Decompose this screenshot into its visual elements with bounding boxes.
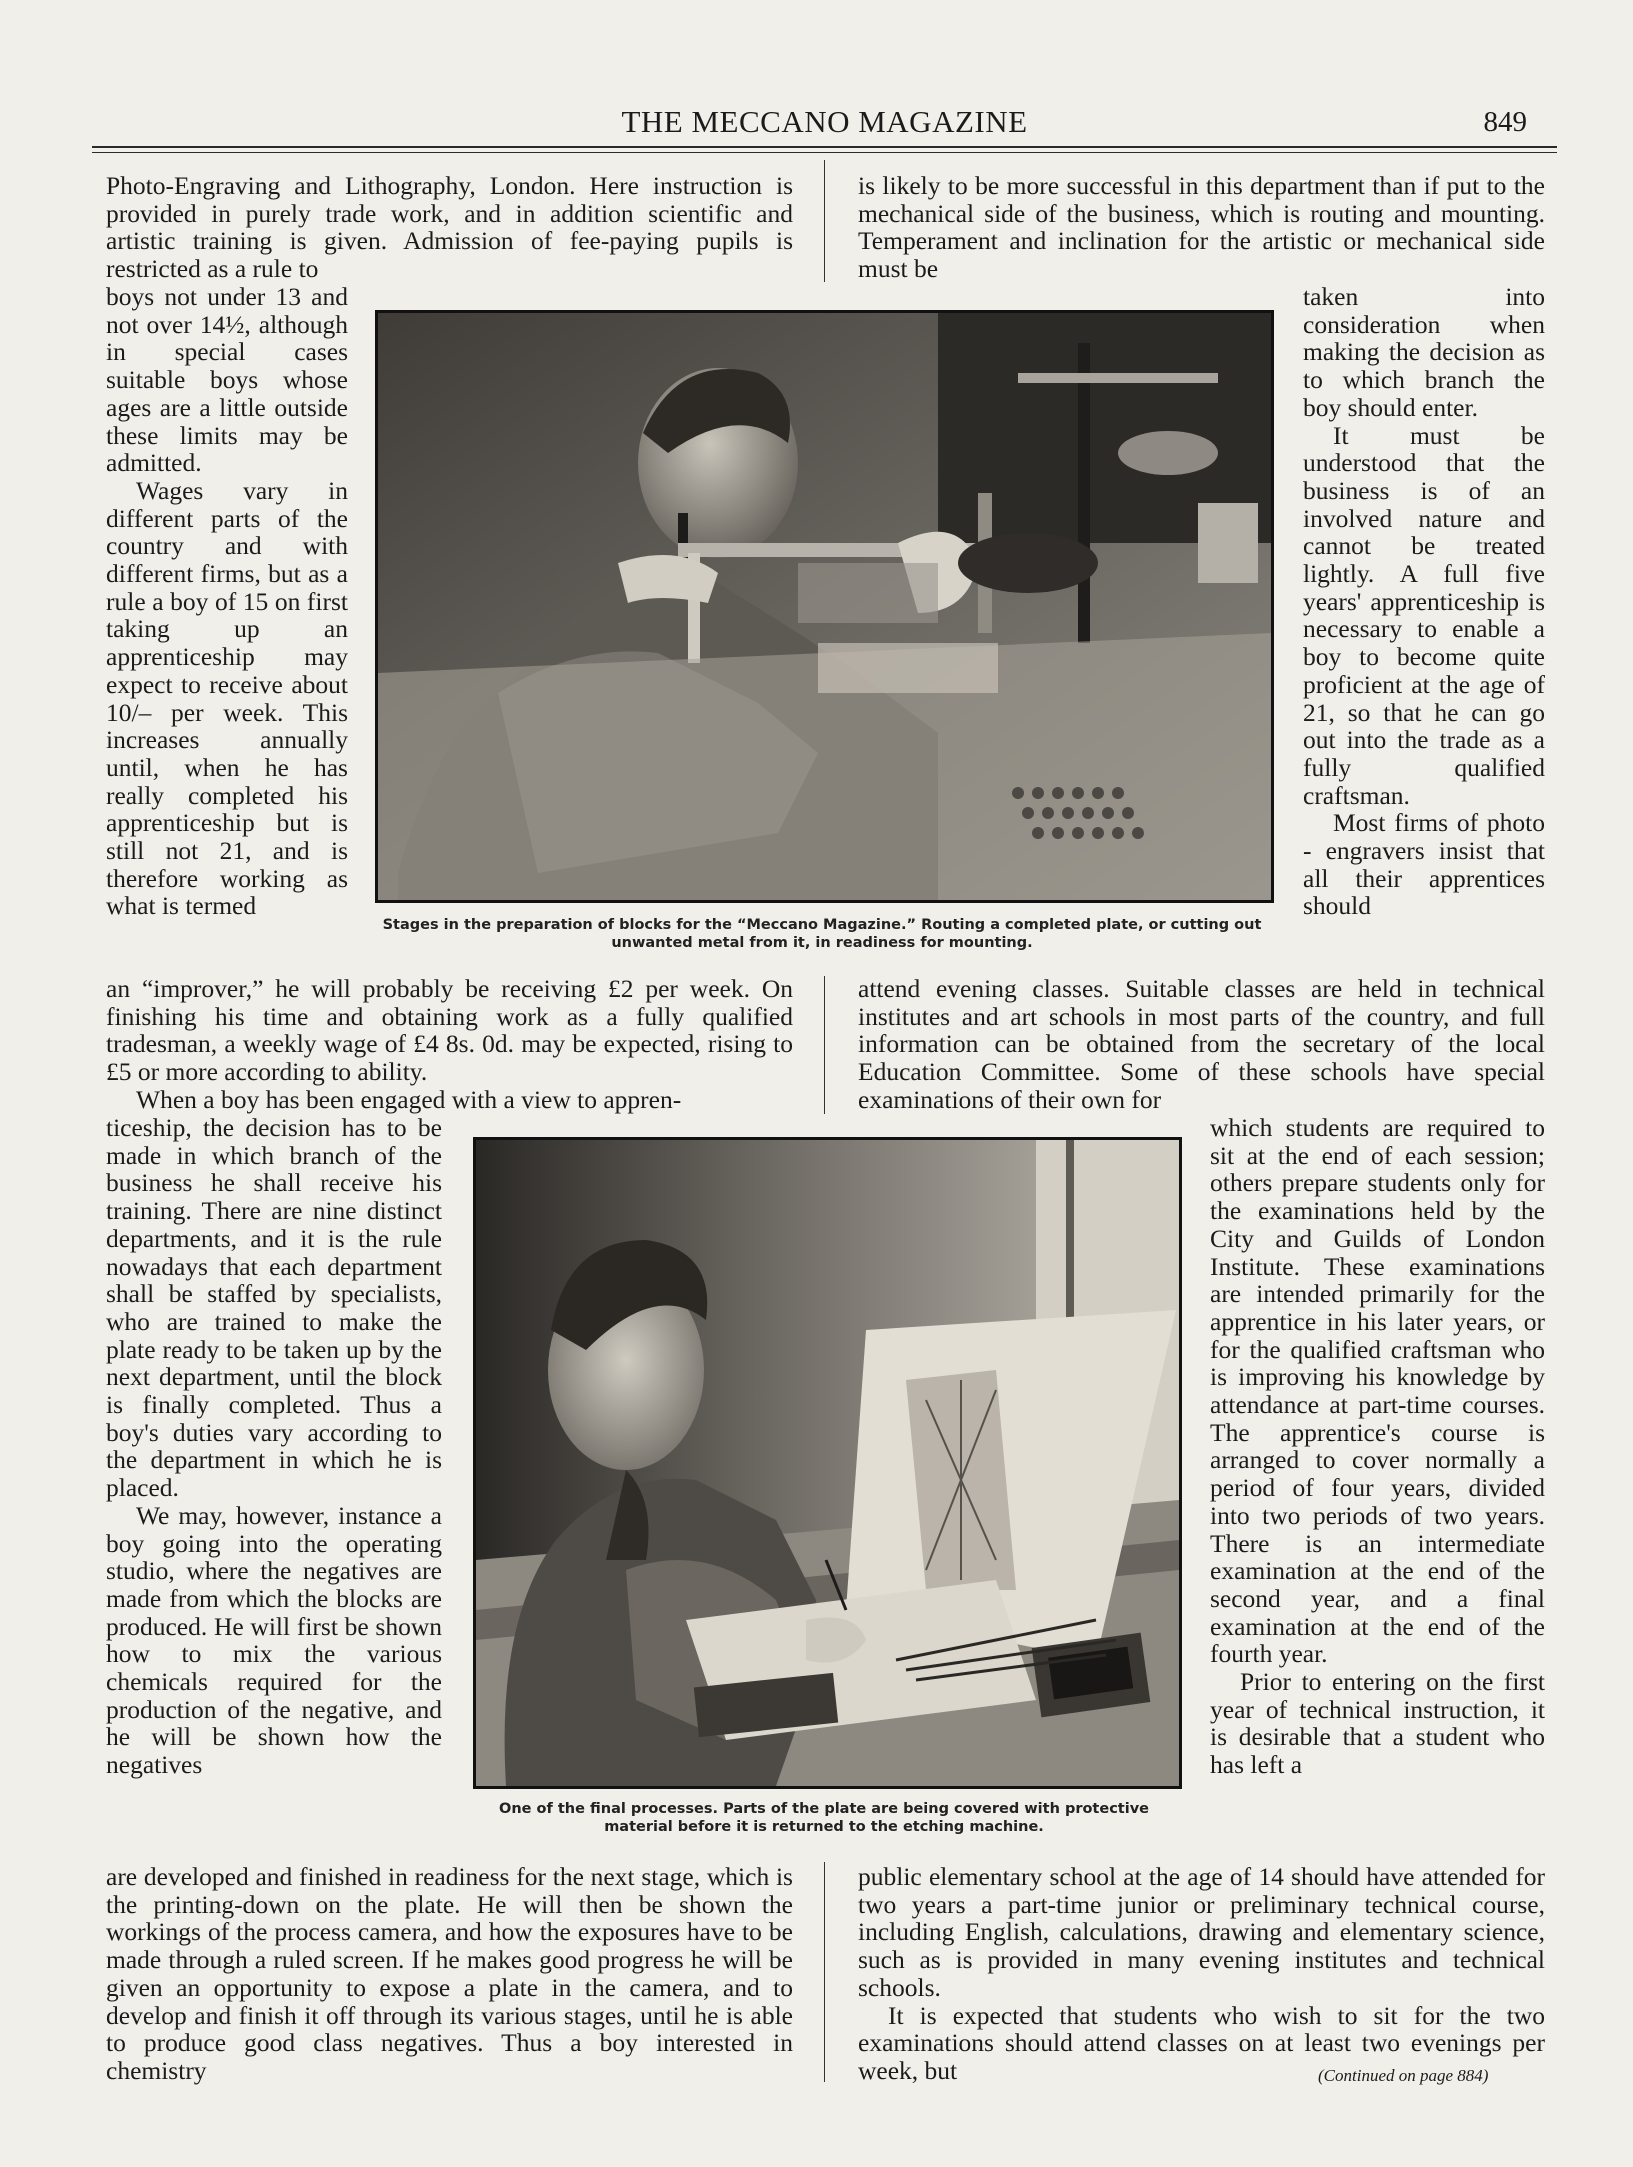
right-middle-text: attend evening classes. Suitable classes are held in technical institutes and art schools in most parts of the country, and full information can be obtained from the secretary of the local Education Committee. Some of these schools have special examinations of their own for <box>858 974 1545 1114</box>
routing-machine-photo <box>375 310 1274 903</box>
top-figure-caption: Stages in the preparation of blocks for the “Meccano Magazine.” Routing a completed plate, or cutting out unwanted metal from it, in readiness for mounting. <box>382 917 1262 951</box>
magazine-title: THE MECCANO MAGAZINE <box>621 104 1028 139</box>
page-header <box>92 104 1557 142</box>
continued-note: (Continued on page 884) <box>1318 2066 1489 2085</box>
right-narrow-lower-text <box>1210 1114 1545 1779</box>
paragraph: When a boy has been engaged with a view to appren- <box>136 1084 682 1114</box>
paragraph: We may, however, instance a boy going into the operating studio, where the negatives are made from which the blocks are produced. He will first be shown how to mix the various chemicals required for the production of the negative, and he will be shown how the negatives <box>106 1500 442 1780</box>
paragraph: which students are required to sit at the end of each session; others prepare students only for the examinations held by the City and Guilds of London Institute. These examinations are intended primarily for the apprentice in his later years, or for the qualified craftsman who is improving his knowledge by attendance at part-time courses. The apprentice's course is arranged to cover normally a period of four years, divided into two periods of two years. There is an intermediate examination at the end of the second year, and a final examination at the end of the fourth year. <box>1210 1113 1545 1669</box>
header-rule <box>92 146 1557 148</box>
artist-retouching-photo <box>473 1137 1182 1789</box>
paragraph: It is expected that students who wish to sit for the two examinations should attend classes on at least two evenings per week, but <box>858 2000 1545 2085</box>
page-number: 849 <box>1483 106 1527 138</box>
retouching-photo-illustration <box>476 1140 1179 1786</box>
column-divider-middle <box>824 976 825 1114</box>
left-intro-paragraph: Photo-Engraving and Lithography, London. Here instruction is provided in purely trade work, and in addition scientific and artistic training is given. Admission of fee-paying pupils is restricted as a rule to <box>106 171 793 284</box>
bottom-figure-caption: One of the final processes. Parts of the plate are being covered with protective material before it is returned to the etching machine. <box>499 1801 1149 1835</box>
right-bottom-text <box>858 1863 1545 2085</box>
header-rule-thin <box>92 152 1557 153</box>
left-narrow-upper-text <box>106 283 348 920</box>
routing-photo-illustration <box>378 313 1271 900</box>
left-middle-text <box>106 975 793 1114</box>
paragraph: public elementary school at the age of 14 should have attended for two years a part-time junior or preliminary technical course, including English, calculations, drawing and elementary science, such as is provided in many evening institutes and technical schools. <box>858 1862 1545 2002</box>
paragraph: ticeship, the decision has to be made in which branch of the business he shall receive his training. There are nine distinct departments, and it is the rule nowadays that each department shall be staffed by specialists, who are trained to make the plate ready to be taken up by the next department, until the block is finally completed. Thus a boy's duties vary according to the department in which he is placed. <box>106 1113 442 1503</box>
column-divider-bottom <box>824 1862 825 2082</box>
paragraph: taken into consideration when making the decision as to which branch the boy should enter. <box>1303 282 1545 422</box>
column-divider-top <box>824 160 825 282</box>
paragraph: boys not under 13 and not over 14½, although in special cases suitable boys whose ages are a little outside these limits may be admitted. <box>106 282 348 478</box>
left-narrow-lower-text <box>106 1114 442 1779</box>
right-intro-paragraph: is likely to be more successful in this department than if put to the mechanical side of the business, which is routing and mounting. Temperament and inclination for the artistic or mechanical side must be <box>858 171 1545 284</box>
left-bottom-text: are developed and finished in readiness for the next stage, which is the printing-down on the plate. He will then be shown the workings of the process camera, and how the exposures have to be made through a ruled screen. If he makes good progress he will be given an opportunity to expose a plate in the camera, and to develop and finish it off through its various stages, until he is able to produce good class negatives. Thus a boy interested in chemistry <box>106 1862 793 2085</box>
paragraph: It must be understood that the business is of an involved nature and cannot be treated lightly. A full five years' apprenticeship is necessary to enable a boy to become quite proficient at the age of 21, so that he can go out into the trade as a fully qualified craftsman. <box>1303 420 1545 810</box>
paragraph: Most firms of photo - engravers insist that all their apprentices should <box>1303 808 1545 921</box>
right-narrow-upper-text <box>1303 283 1545 920</box>
paragraph: an “improver,” he will probably be receiving £2 per week. On finishing his time and obtaining work as a fully qualified tradesman, a weekly wage of £4 8s. 0d. may be expected, rising to £5 or more according to ability. <box>106 974 793 1087</box>
paragraph: Prior to entering on the first year of technical instruction, it is desirable that a student who has left a <box>1210 1667 1545 1780</box>
paragraph: Wages vary in different parts of the country and with different firms, but as a rule a boy of 15 on first taking up an apprenticeship may expect to receive about 10/– per week. This increases annually until, when he has really completed his apprenticeship but is still not 21, and is therefore working as what is termed <box>106 475 348 921</box>
